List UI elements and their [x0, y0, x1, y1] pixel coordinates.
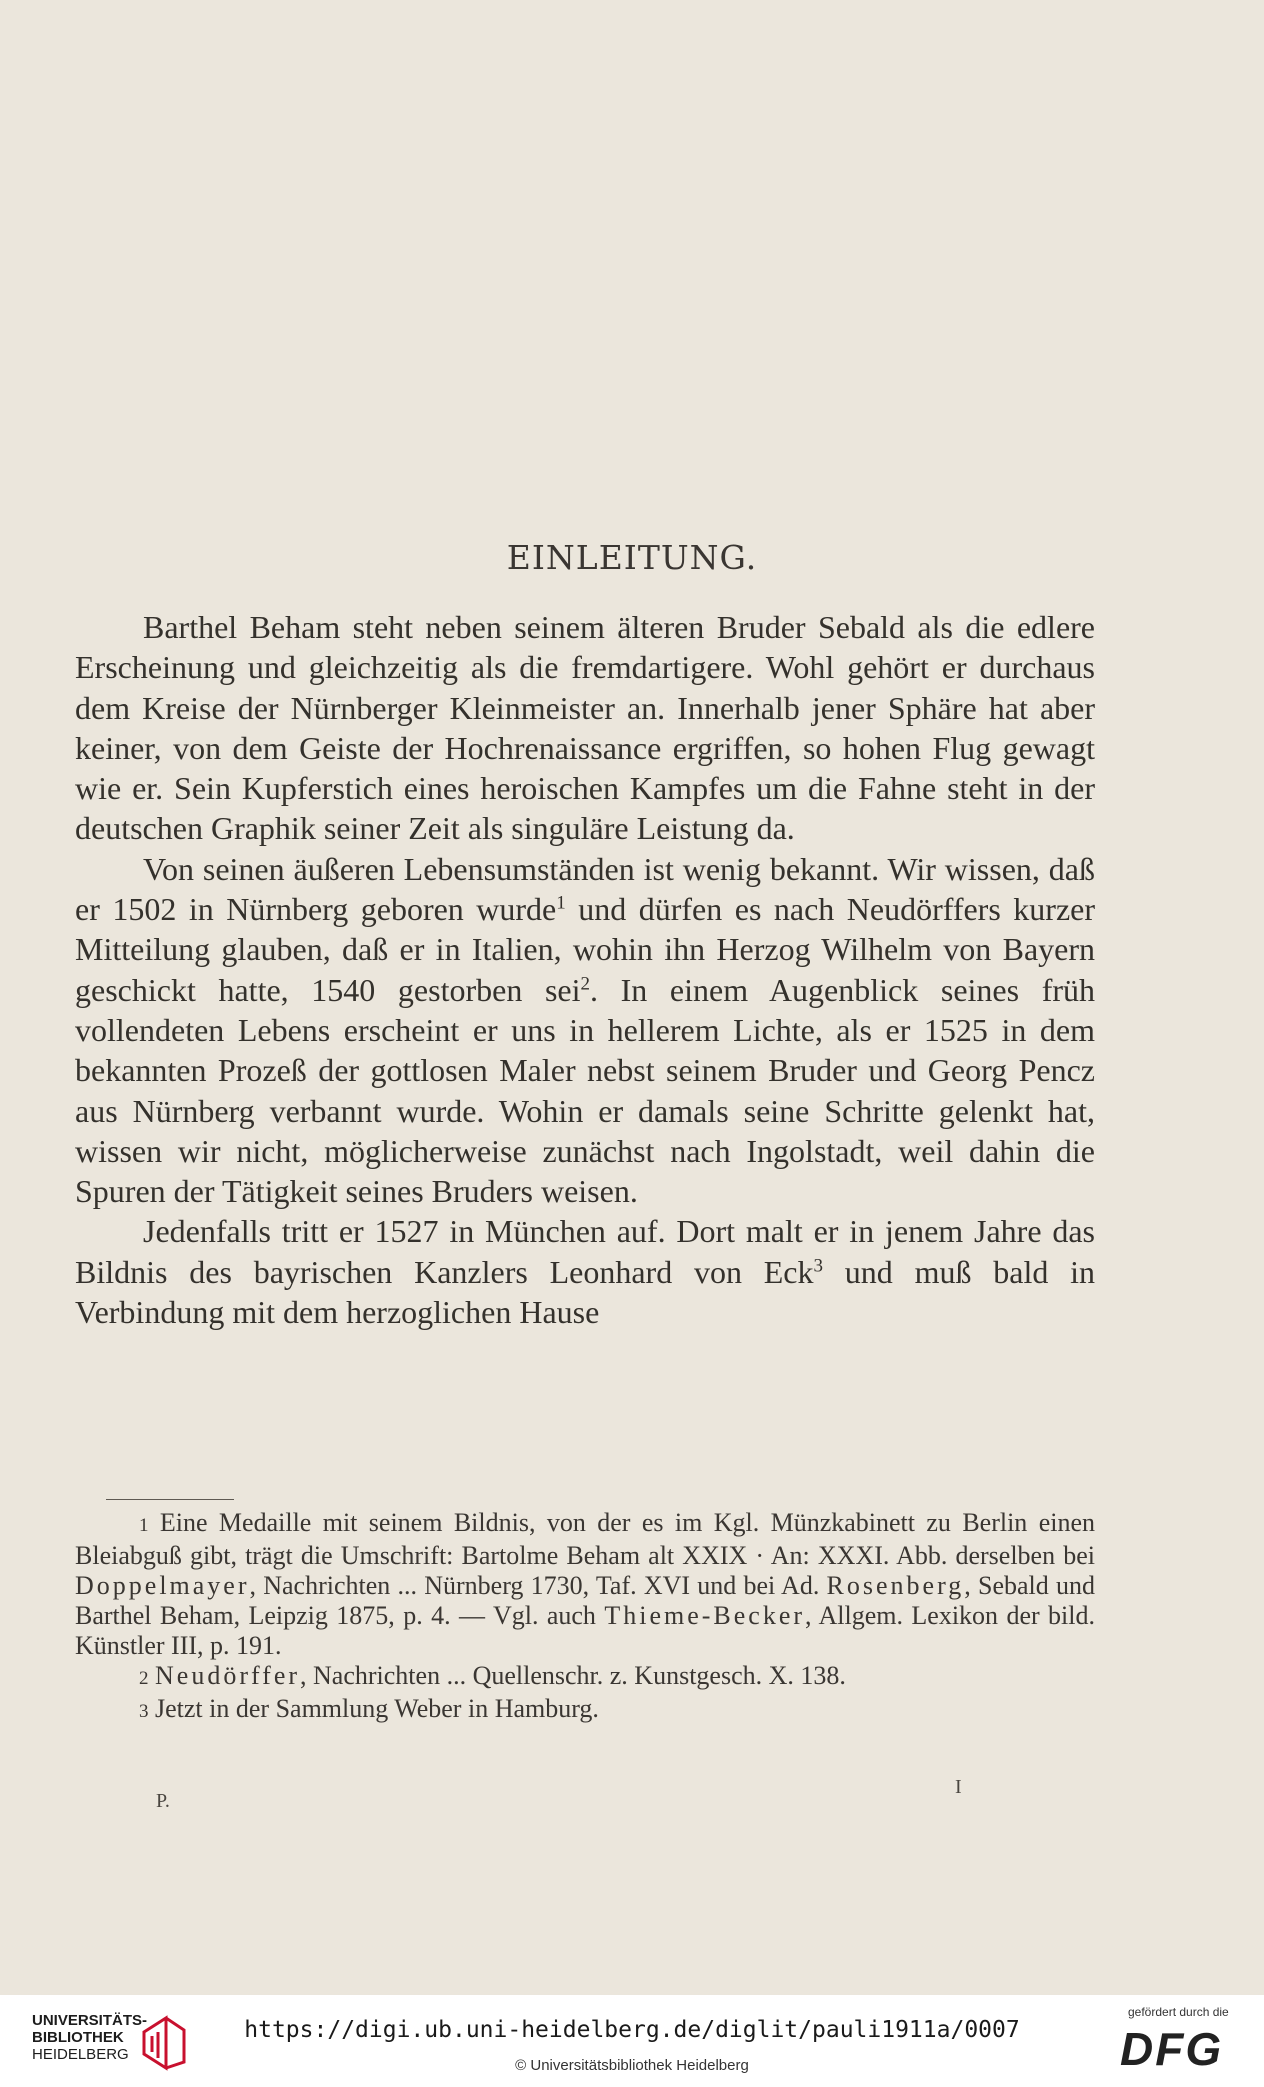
main-text — [75, 607, 1095, 1332]
funding-note: gefördert durch die — [1128, 2005, 1229, 2019]
paragraph-3-part-b: und muß bald in Verbindung mit dem herzoglichen Hause — [75, 1253, 1095, 1331]
footnote-3-text: Jetzt in der Sammlung Weber in Hamburg. — [148, 1694, 599, 1723]
author-name: Neudörffer — [155, 1661, 301, 1690]
footnote-ref-2: 2 — [580, 973, 590, 995]
paragraph-2-part-c: . In einem Augenblick seines früh vollendeten Lebens erscheint er uns in hellerem Lichte, als er 1525 in dem bekannten Prozeß der gottlosen Maler nebst seinem Bruder und Georg Pencz aus Nürnberg verbannt wurde. Wohin er damals seine Schritte gelenkt hat, wissen wir nicht, möglicherweise zunächst nach Ingolstadt, weil dahin die Spuren der Tätigkeit seines Bruders weisen. — [75, 971, 1095, 1210]
footnote-3 — [75, 1694, 1095, 1727]
chapter-heading: EINLEITUNG. — [506, 538, 758, 577]
author-name: Thieme-Becker — [604, 1601, 806, 1630]
paragraph-2-part-b: und dürfen es nach Neudörffers kurzer Mitteilung glauben, daß er in Italien, wohin ihn Herzog Wilhelm von Bayern geschickt hatte, 1540 gestorben sei — [75, 891, 1096, 1008]
footnote-divider — [106, 1499, 234, 1500]
author-name: Rosenberg — [826, 1571, 965, 1600]
author-name: Doppelmayer — [75, 1571, 250, 1600]
footnote-2-number: 2 — [139, 1668, 149, 1689]
footnote-ref-1: 1 — [556, 892, 566, 914]
footnotes — [75, 1508, 1095, 1727]
paragraph-3 — [75, 1211, 1095, 1332]
paragraph-3-part-a: Jedenfalls tritt er 1527 in München auf. Dort malt er in jenem Jahre das Bildnis des bayrischen Kanzlers Leonhard von Eck — [75, 1213, 1095, 1290]
footnote-3-number: 3 — [139, 1701, 149, 1722]
signature-mark-left: P. — [156, 1790, 170, 1812]
footnote-1 — [75, 1508, 1095, 1661]
paragraph-1: Barthel Beham steht neben seinem älteren Bruder Sebald als die edlere Erscheinung und gleichzeitig als die fremdartigere. Wohl gehört er durchaus dem Kreise der Nürnberger Kleinmeister an. Innerhalb jener Sphäre hat aber keiner, von dem Geiste der Hochrenaissance ergriffen, so hohen Flug gewagt wie er. Sein Kupferstich eines heroischen Kampfes um die Fahne steht in der deutschen Graphik seiner Zeit als singuläre Leistung da. — [75, 609, 1095, 847]
footnote-1-text-c: , Sebald und Barthel Beham, Leipzig 1875, p. 4. — Vgl. auch — [75, 1571, 1095, 1630]
permalink-url[interactable]: https://digi.ub.uni-heidelberg.de/diglit/pauli1911a/0007 — [244, 2017, 1020, 2043]
copyright-notice: © Universitätsbibliothek Heidelberg — [515, 2057, 749, 2074]
footnote-1-text-d: , Allgem. Lexikon der bild. Künstler III, p. 191. — [75, 1601, 1095, 1660]
library-name-line-2: BIBLIOTHEK — [32, 2029, 124, 2046]
footnote-1-text-b: , Nachrichten ... Nürnberg 1730, Taf. XVI und bei Ad. — [249, 1571, 827, 1600]
dfg-logo[interactable]: DFG — [1120, 2023, 1224, 2075]
footnote-1-number: 1 — [139, 1515, 149, 1536]
signature-mark-right: I — [955, 1776, 962, 1798]
footnote-1-text-a: Eine Medaille mit seinem Bildnis, von der es im Kgl. Münzkabinett zu Berlin einen Bleiabguß gibt, trägt die Umschrift: Bartolme Beham alt XXIX · An: XXXI. Abb. derselben bei — [75, 1508, 1095, 1570]
footnote-2 — [75, 1661, 1095, 1694]
footnote-ref-3: 3 — [813, 1255, 823, 1277]
paragraph-2 — [75, 849, 1095, 1212]
paragraph-2-part-a: Von seinen äußeren Lebensumständen ist wenig bekannt. Wir wissen, daß er 1502 in Nürnberg geboren wurde — [75, 850, 1095, 928]
footnote-2-text: , Nachrichten ... Quellenschr. z. Kunstgesch. X. 138. — [300, 1661, 846, 1690]
library-name-line-3: HEIDELBERG — [32, 2046, 129, 2063]
library-name-line-1: UNIVERSITÄTS- — [32, 2012, 148, 2029]
